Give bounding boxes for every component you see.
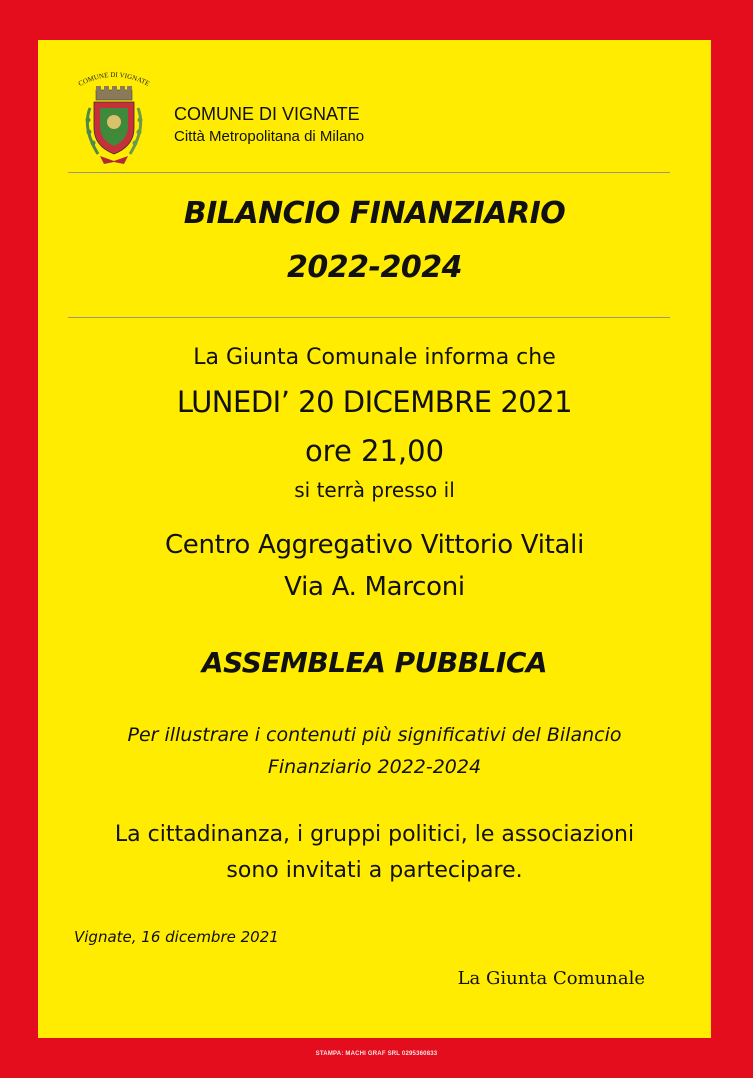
event-date: LUNEDI’ 20 DICEMBRE 2021 [176,385,573,419]
venue-intro: si terrà presso il [294,478,455,502]
poster-panel [38,40,711,1038]
svg-text:COMUNE DI VIGNATE [77,71,151,88]
invitation-line-1: La cittadinanza, i gruppi politici, le associazioni [114,822,635,847]
event-time: ore 21,00 [304,434,445,468]
crest-banner-text: COMUNE DI VIGNATE [77,70,151,88]
invitation-line-2: sono invitati a partecipare. [226,858,523,883]
venue-name: Centro Aggregativo Vittorio Vitali [164,530,585,560]
municipality-name: COMUNE DI VIGNATE [174,104,360,124]
municipality-subtitle: Città Metropolitana di Milano [174,128,365,145]
page-title-line-1: BILANCIO FINANZIARIO [183,196,566,231]
signature: La Giunta Comunale [457,968,645,989]
page-title-line-2: 2022-2024 [287,250,462,285]
divider [68,172,670,173]
event-purpose-line-2: Finanziario 2022-2024 [267,756,482,778]
coat-of-arms-icon [74,64,154,172]
event-name: ASSEMBLEA PUBBLICA [201,646,548,679]
place-date: Vignate, 16 dicembre 2021 [74,928,279,946]
venue-address: Via A. Marconi [284,572,465,602]
divider [68,317,670,318]
event-purpose-line-1: Per illustrare i contenuti più significativi del Bilancio [127,724,622,746]
printer-credit: STAMPA: MACHI GRAF SRL 0295360833 [315,1051,438,1057]
announcement-intro: La Giunta Comunale informa che [193,345,556,370]
